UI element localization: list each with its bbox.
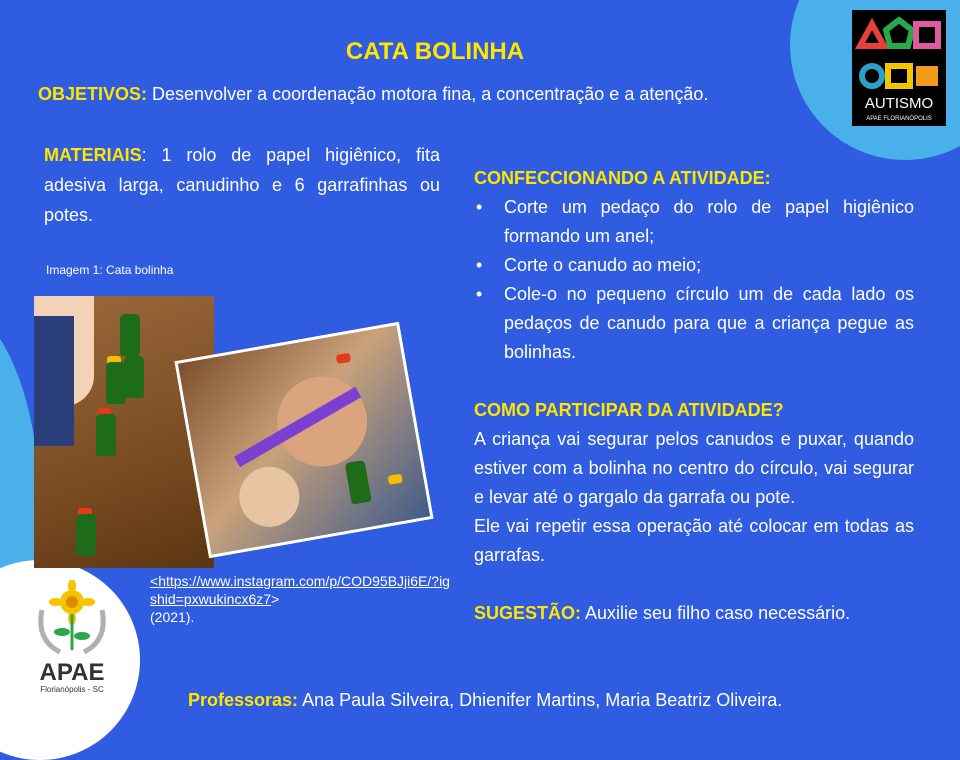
footer-teachers — [188, 690, 782, 711]
svg-text:Florianópolis - SC: Florianópolis - SC — [40, 685, 104, 694]
participate-paragraph-1: A criança vai segurar pelos canudos e puxar, quando estiver com a bolinha no centro do círculo, vai segurar e levar até o gargalo da garrafa ou pote. — [474, 429, 914, 507]
materials-text: : 1 rolo de papel higiênico, fita adesiva larga, canudinho e 6 garrafinhas ou potes. — [44, 145, 440, 225]
link-open-bracket: < — [150, 573, 159, 589]
objectives-label: OBJETIVOS: — [38, 84, 148, 104]
page-title: CATA BOLINHA — [345, 38, 525, 65]
participate-paragraph-2: Ele vai repetir essa operação até colocar em todas as garrafas. — [474, 516, 914, 565]
link-url: https://www.instagram.com/p/COD95BJji6E/?igshid=pxwukincx6z7 — [150, 573, 450, 607]
list-item: • Corte o canudo ao meio; — [474, 251, 914, 280]
objectives — [38, 84, 708, 105]
svg-text:AUTISMO: AUTISMO — [864, 95, 934, 112]
suggestion — [474, 599, 914, 628]
svg-text:APAE: APAE — [39, 659, 105, 686]
activity-photo-2 — [174, 322, 433, 559]
making-steps-list — [474, 193, 914, 367]
apae-flower-hands-icon — [30, 580, 120, 700]
link-close-bracket: > — [271, 591, 280, 607]
autismo-logo — [852, 10, 946, 126]
suggestion-label: SUGESTÃO: — [474, 603, 582, 623]
footer-label: Professoras: — [188, 690, 299, 710]
list-item: • Cole-o no pequeno círculo um de cada lado os pedaços de canudo para que a criança pegue as bolinhas. — [474, 280, 914, 367]
instructions-column — [474, 164, 914, 628]
image-source — [150, 572, 450, 626]
objectives-text: Desenvolver a coordenação motora fina, a concentração e a atenção. — [147, 84, 709, 104]
footer-text: Ana Paula Silveira, Dhienifer Martins, Maria Beatriz Oliveira. — [298, 690, 783, 710]
materials-label: MATERIAIS — [44, 145, 142, 165]
image-source-year: (2021). — [150, 609, 195, 625]
apae-logo — [30, 580, 120, 700]
image-caption: Imagem 1: Cata bolinha — [46, 263, 174, 277]
materials — [44, 140, 440, 230]
image-source-link[interactable] — [150, 573, 450, 607]
making-heading: CONFECCIONANDO A ATIVIDADE: — [474, 168, 771, 188]
svg-text:APAE FLORIANÓPOLIS: APAE FLORIANÓPOLIS — [866, 116, 932, 122]
suggestion-text: Auxilie seu filho caso necessário. — [581, 603, 851, 623]
list-item: • Corte um pedaço do rolo de papel higiênico formando um anel; — [474, 193, 914, 251]
autismo-shapes-icon — [852, 10, 946, 126]
participate-heading: COMO PARTICIPAR DA ATIVIDADE? — [474, 400, 784, 420]
